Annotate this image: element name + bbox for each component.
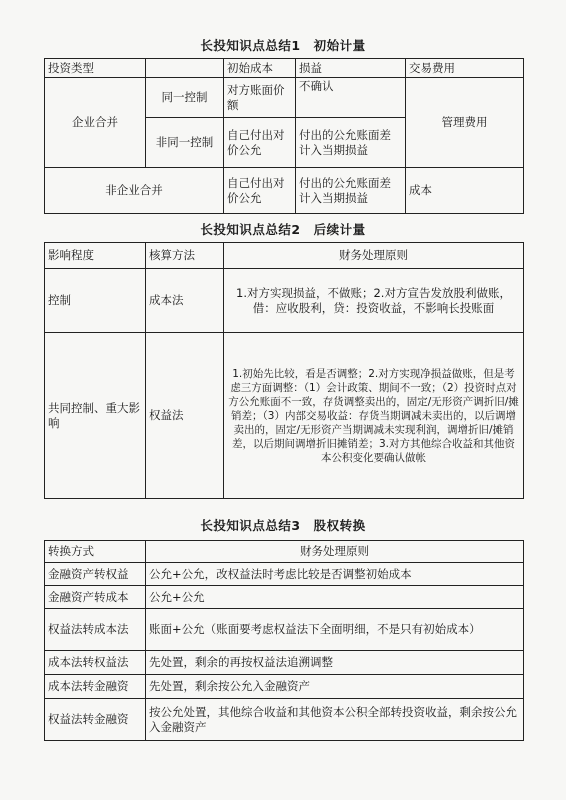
conversion-mode-cell: 金融资产转成本 — [45, 586, 146, 609]
header-transaction-fee: 交易费用 — [406, 59, 524, 78]
conversion-mode-cell: 权益法转成本法 — [45, 609, 146, 651]
table-row — [45, 675, 524, 699]
header-principle: 财务处理原则 — [224, 243, 524, 269]
table-row — [45, 651, 524, 675]
conversion-principle-cell: 公允+公允，改权益法时考虑比较是否调整初始成本 — [146, 563, 524, 586]
merger-cell: 企业合并 — [45, 78, 146, 168]
cost-method-cell: 成本法 — [146, 269, 224, 333]
initial-measurement-table — [44, 58, 524, 214]
conversion-mode-cell: 成本法转权益法 — [45, 651, 146, 675]
conversion-principle-cell: 先处置，剩余按公允入金融资产 — [146, 675, 524, 699]
conversion-principle-cell: 按公允处置，其他综合收益和其他资本公积全部转投资收益，剩余按公允入金融资产 — [146, 699, 524, 741]
control-cell: 控制 — [45, 269, 146, 333]
table-row — [45, 563, 524, 586]
conversion-principle-cell: 先处置，剩余的再按权益法追溯调整 — [146, 651, 524, 675]
header-profit-loss: 损益 — [296, 59, 406, 78]
header-method: 核算方法 — [146, 243, 224, 269]
conversion-mode-cell: 成本法转金融资 — [45, 675, 146, 699]
section3-title: 长投知识点总结3 股权转换 — [200, 518, 366, 533]
header-initial-cost: 初始成本 — [224, 59, 296, 78]
table-row — [45, 699, 524, 741]
equity-principle-cell: 1.初始先比较，看是否调整；2.对方实现净损益做账，但是考虑三方面调整：（1）会计政策、期间不一致；（2）投资时点对方公允账面不一致，存货调整卖出的，固定/无形资产调折旧/摊销差；（3）内部交易收益：存货当期调减未卖出的，以后调增卖出的，固定/无形资产当期调减未实现利润，调增折旧/摊销差，以后期间调增折旧摊销差；3.对方其他综合收益和其他资本公积变化要确认做帐 — [224, 333, 524, 499]
diff-control-cell: 非同一控制 — [146, 118, 224, 168]
conversion-mode-cell: 金融资产转权益 — [45, 563, 146, 586]
non-merger-fee: 成本 — [406, 168, 524, 214]
header-blank — [146, 59, 224, 78]
cost-principle-cell: 1.对方实现损益，不做账；2.对方宣告发放股利做账，借：应收股利，贷：投资收益，不影响长投账面 — [224, 269, 524, 333]
diff-control-pl: 付出的公允账面差计入当期损益 — [296, 118, 406, 168]
same-control-cell: 同一控制 — [146, 78, 224, 118]
header-investment-type: 投资类型 — [45, 59, 146, 78]
section1-title: 长投知识点总结1 初始计量 — [200, 38, 366, 53]
header-influence: 影响程度 — [45, 243, 146, 269]
equity-method-cell: 权益法 — [146, 333, 224, 499]
merger-fee-cell: 管理费用 — [406, 78, 524, 168]
non-merger-cell: 非企业合并 — [45, 168, 224, 214]
diff-control-cost: 自己付出对价公允 — [224, 118, 296, 168]
conversion-principle-cell: 账面+公允（账面要考虑权益法下全面明细，不是只有初始成本） — [146, 609, 524, 651]
equity-conversion-table — [44, 540, 524, 741]
non-merger-cost: 自己付出对价公允 — [224, 168, 296, 214]
same-control-cost: 对方账面价额 — [224, 78, 296, 118]
subsequent-measurement-table — [44, 242, 524, 499]
table-row — [45, 609, 524, 651]
non-merger-pl: 付出的公允账面差计入当期损益 — [296, 168, 406, 214]
joint-influence-cell: 共同控制、重大影响 — [45, 333, 146, 499]
same-control-pl: 不确认 — [296, 78, 406, 118]
header-conversion-principle: 财务处理原则 — [146, 541, 524, 563]
table-row — [45, 586, 524, 609]
conversion-principle-cell: 公允+公允 — [146, 586, 524, 609]
section2-title: 长投知识点总结2 后续计量 — [200, 222, 366, 237]
conversion-mode-cell: 权益法转金融资 — [45, 699, 146, 741]
header-conversion-mode: 转换方式 — [45, 541, 146, 563]
